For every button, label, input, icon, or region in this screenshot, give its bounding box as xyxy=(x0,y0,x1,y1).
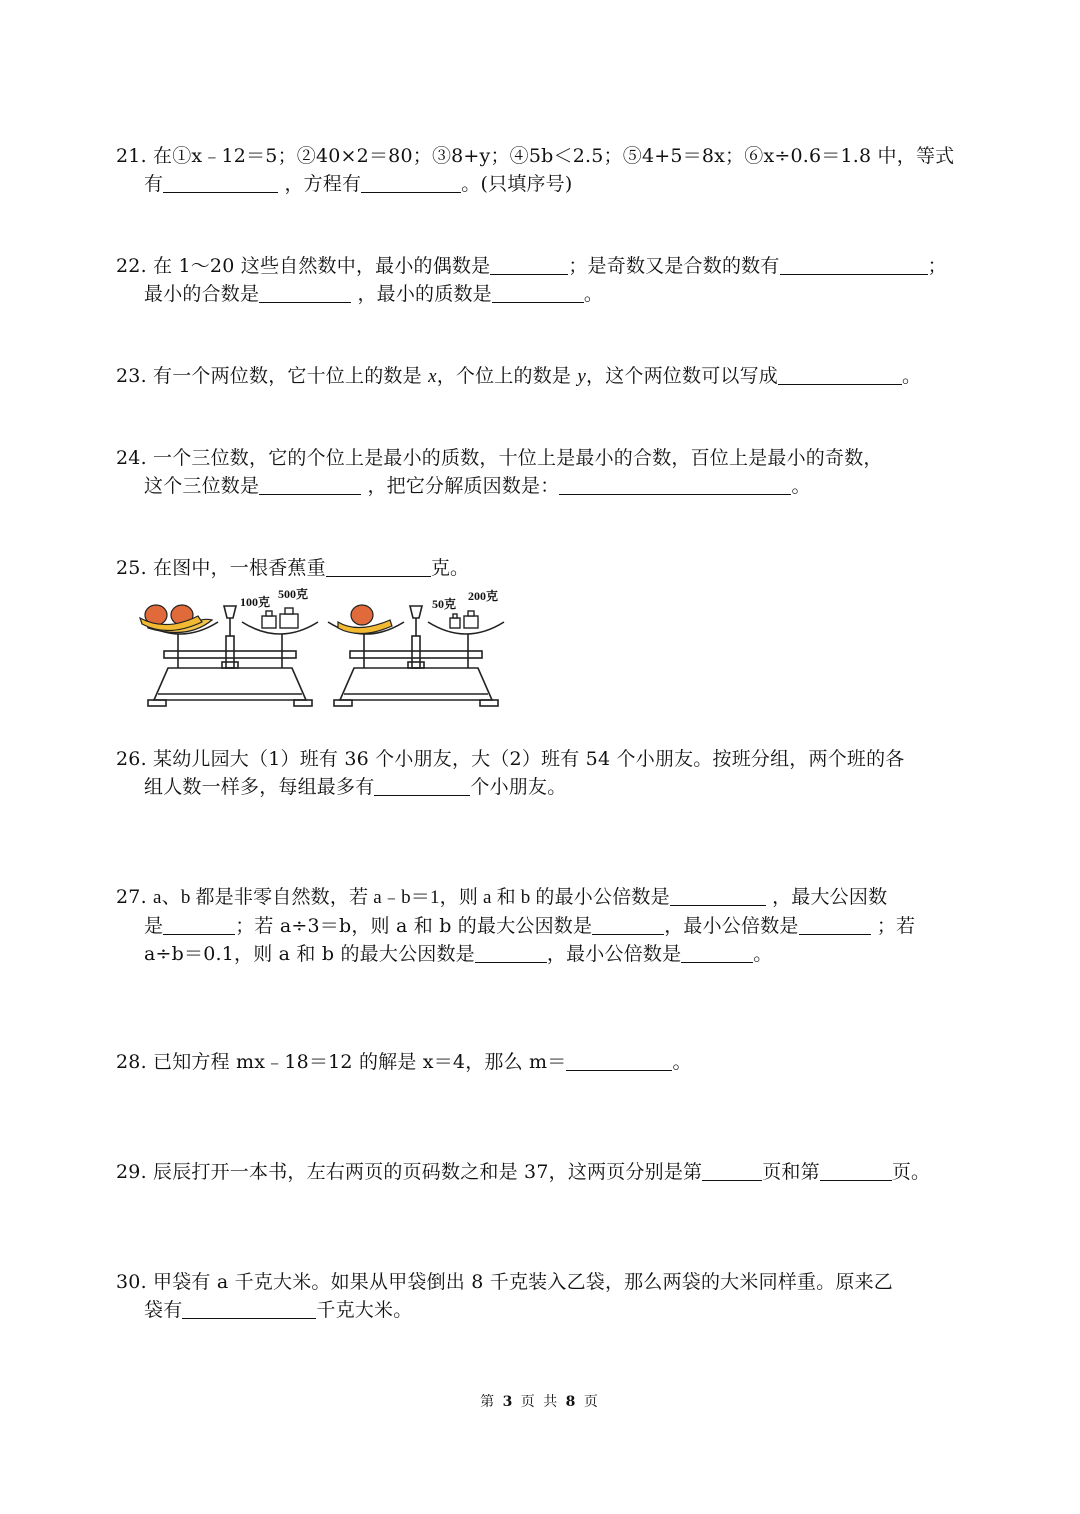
answer-blank[interactable] xyxy=(475,942,547,963)
footer-text-a: 第 xyxy=(480,1394,497,1410)
q25-text-a: 在图中，一根香蕉重 xyxy=(153,557,326,579)
q27-text-f: ；若 xyxy=(876,915,916,937)
balance-scale-figure xyxy=(138,588,508,714)
q27-line-1 xyxy=(116,883,972,912)
q27-text-i: 。 xyxy=(753,943,773,965)
q21-line-2 xyxy=(116,170,972,198)
q24-text-b: ，把它分解质因数是： xyxy=(367,475,560,497)
question-21 xyxy=(116,142,972,198)
q22-text-c: ； xyxy=(927,255,947,277)
q21-line-1 xyxy=(116,142,972,170)
total-page-count: 8 xyxy=(565,1394,578,1410)
answer-blank[interactable] xyxy=(374,775,470,796)
answer-blank[interactable] xyxy=(780,254,928,275)
fruit-icon xyxy=(140,605,212,633)
q22-line-2 xyxy=(116,280,972,308)
question-number: 30. xyxy=(116,1271,147,1293)
q27-text-c: 是 xyxy=(144,915,164,937)
answer-blank[interactable] xyxy=(492,282,584,303)
right-weight-label-2: 200克 xyxy=(468,589,499,603)
q22-text-f: 。 xyxy=(583,283,604,305)
q27-text-h: ，最小公倍数是 xyxy=(546,943,682,965)
q21-text: 在①x﹣12＝5；②40×2＝80；③8+y；④5b＜2.5；⑤4+5＝8x；⑥x÷0.6＝1.8 中，等式 xyxy=(153,145,955,167)
q27-text-g: a÷b＝0.1，则 a 和 b 的最大公因数是 xyxy=(144,943,475,965)
answer-blank[interactable] xyxy=(163,914,235,935)
question-number: 27. xyxy=(116,886,147,908)
question-number: 21. xyxy=(116,145,147,167)
q25-text-b: 克。 xyxy=(430,557,470,579)
q22-text-d: 最小的合数是 xyxy=(144,283,260,305)
answer-blank[interactable] xyxy=(259,282,351,303)
answer-blank[interactable] xyxy=(182,1298,316,1319)
question-23 xyxy=(116,362,972,391)
answer-blank[interactable] xyxy=(820,1160,892,1181)
answer-blank[interactable] xyxy=(163,172,278,193)
question-29 xyxy=(116,1158,972,1186)
answer-blank[interactable] xyxy=(592,914,664,935)
variable-x: x xyxy=(428,366,437,387)
question-number: 28. xyxy=(116,1051,147,1073)
q30-text-b: 千克大米。 xyxy=(316,1299,413,1321)
q28-text-b: 。 xyxy=(672,1051,692,1073)
question-number: 23. xyxy=(116,365,147,387)
q27-line-3 xyxy=(116,940,972,968)
left-weight-label-1: 100克 xyxy=(240,595,271,609)
q24-text: 一个三位数，它的个位上是最小的质数，十位上是最小的合数，百位上是最小的奇数， xyxy=(153,447,883,469)
q26-line-2 xyxy=(116,773,972,801)
q30-line-2 xyxy=(116,1296,972,1324)
q24-text-c: 。 xyxy=(791,475,811,497)
q29-line-1 xyxy=(116,1158,972,1186)
q29-text-a: 辰辰打开一本书，左右两页的页码数之和是 37，这两页分别是第 xyxy=(153,1161,703,1183)
q28-line-1 xyxy=(116,1048,972,1076)
q27-text-d: ；若 a÷3＝b，则 a 和 b 的最大公因数是 xyxy=(235,915,593,937)
footer-text-c: 页 xyxy=(583,1394,600,1410)
answer-blank[interactable] xyxy=(259,474,361,495)
q27-text-e: ，最小公倍数是 xyxy=(664,915,799,937)
question-25 xyxy=(116,554,972,582)
answer-blank[interactable] xyxy=(681,942,753,963)
answer-blank[interactable] xyxy=(670,885,766,906)
q22-line-1 xyxy=(116,252,972,280)
q27-text-b: ，最大公因数 xyxy=(772,886,888,908)
q22-text-e: ，最小的质数是 xyxy=(357,283,492,305)
answer-blank[interactable] xyxy=(778,364,902,385)
q23-text-a: 有一个两位数，它十位上的数是 xyxy=(153,365,422,387)
q28-text-a: 已知方程 mx﹣18＝12 的解是 x＝4，那么 m＝ xyxy=(153,1051,567,1073)
question-number: 25. xyxy=(116,557,147,579)
q26-text-b: 个小朋友。 xyxy=(470,776,567,798)
q23-line-1 xyxy=(116,362,972,391)
q22-text-a: 在 1～20 这些自然数中，最小的偶数是 xyxy=(153,255,491,277)
answer-blank[interactable] xyxy=(702,1160,762,1181)
q30-line-1 xyxy=(116,1268,972,1296)
q25-line-1 xyxy=(116,554,972,582)
q24-line-2 xyxy=(116,472,972,500)
question-27 xyxy=(116,883,972,968)
q24-text-a: 这个三位数是 xyxy=(144,475,260,497)
question-28 xyxy=(116,1048,972,1076)
right-weight-label-1: 50克 xyxy=(432,597,457,611)
q30-text: 甲袋有 a 千克大米。如果从甲袋倒出 8 千克装入乙袋，那么两袋的大米同样重。原来乙 xyxy=(153,1271,893,1293)
q26-line-1 xyxy=(116,745,972,773)
question-24 xyxy=(116,444,972,500)
q27-line-2 xyxy=(116,912,972,940)
q21-text-a: 有 xyxy=(144,173,164,195)
q23-text-b: ，个位上的数是 xyxy=(436,365,572,387)
q29-text-b: 页和第 xyxy=(762,1161,820,1183)
footer-text-b: 页 共 xyxy=(520,1394,560,1410)
question-number: 26. xyxy=(116,748,147,770)
question-30 xyxy=(116,1268,972,1324)
question-number: 24. xyxy=(116,447,147,469)
q21-text-c: 。(只填序号) xyxy=(461,173,573,195)
question-22 xyxy=(116,252,972,308)
current-page-number: 3 xyxy=(502,1394,515,1410)
answer-blank[interactable] xyxy=(326,556,431,577)
answer-blank[interactable] xyxy=(361,172,461,193)
q29-text-c: 页。 xyxy=(891,1161,931,1183)
question-number: 29. xyxy=(116,1161,147,1183)
page-footer xyxy=(0,1391,1080,1411)
answer-blank[interactable] xyxy=(799,914,871,935)
answer-blank[interactable] xyxy=(566,1050,672,1071)
q22-text-b: ；是奇数又是合数的数有 xyxy=(568,255,780,277)
fruit-icon xyxy=(338,605,392,634)
answer-blank[interactable] xyxy=(490,254,568,275)
weight-icon xyxy=(450,611,478,628)
q27-text-a: a、b 都是非零自然数，若 a﹣b＝1，则 a 和 b 的最小公倍数是 xyxy=(153,887,670,908)
variable-y: y xyxy=(577,366,586,387)
q24-line-1 xyxy=(116,444,972,472)
answer-blank[interactable] xyxy=(559,474,791,495)
q23-text-d: 。 xyxy=(902,365,922,387)
q26-text: 某幼儿园大（1）班有 36 个小朋友，大（2）班有 54 个小朋友。按班分组，两个班的各 xyxy=(153,748,905,770)
q21-text-b: ，方程有 xyxy=(284,173,362,195)
left-weight-label-2: 500克 xyxy=(278,588,309,601)
question-26 xyxy=(116,745,972,801)
weight-icon xyxy=(262,608,298,628)
q30-text-a: 袋有 xyxy=(144,1299,183,1321)
question-number: 22. xyxy=(116,255,147,277)
q26-text-a: 组人数一样多，每组最多有 xyxy=(144,776,375,798)
q23-text-c: ，这个两位数可以写成 xyxy=(586,365,779,387)
